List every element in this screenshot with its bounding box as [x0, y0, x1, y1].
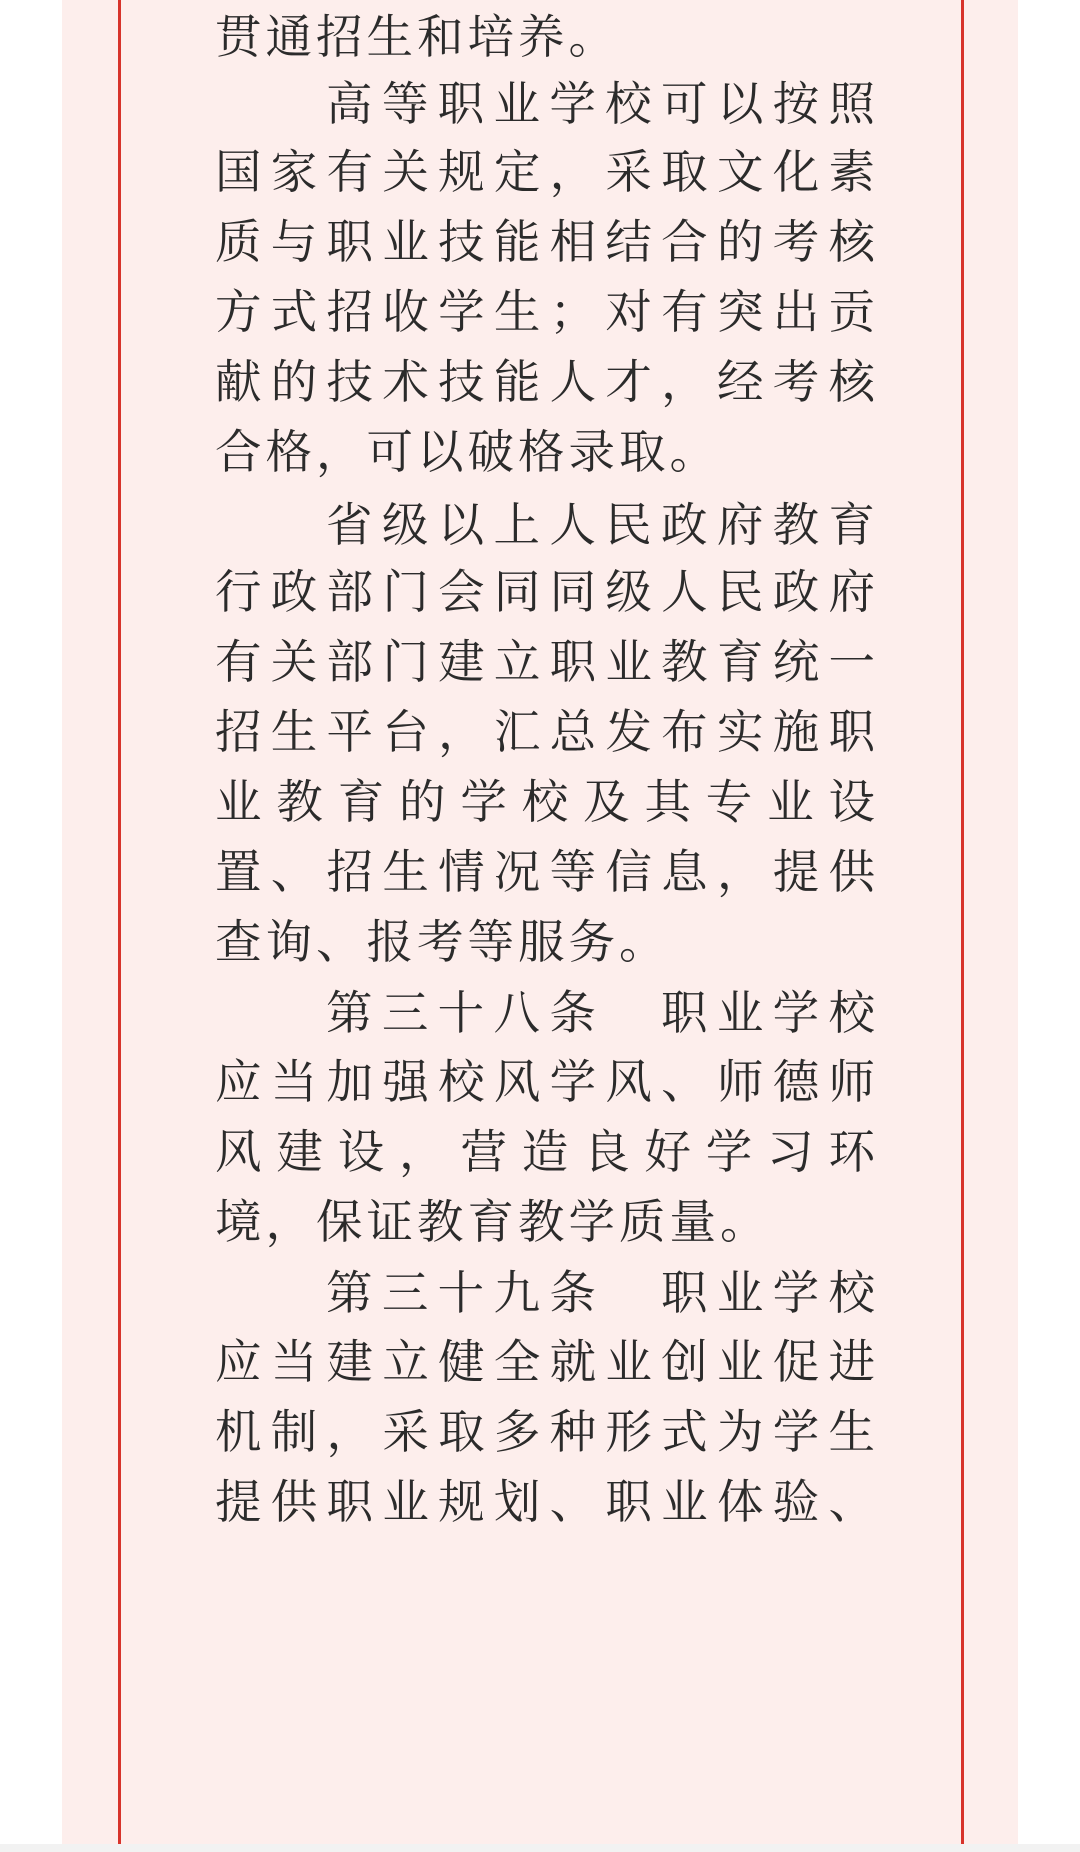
text-line: 风建设，营造良好学习环	[215, 1125, 875, 1179]
text-line: 应当加强校风学风、师德师	[215, 1055, 875, 1109]
article-heading-39: 第三十九条 职业学校	[326, 1266, 875, 1320]
text-line: 境，保证教育教学质量。	[215, 1195, 771, 1249]
bottom-bar	[0, 1844, 1080, 1852]
text-line: 提供职业规划、职业体验、	[215, 1475, 875, 1529]
text-line: 方式招收学生；对有突出贡	[215, 285, 875, 339]
text-line: 机制，采取多种形式为学生	[215, 1405, 875, 1459]
text-line: 高等职业学校可以按照	[326, 77, 875, 131]
text-line: 行政部门会同同级人民政府	[215, 565, 875, 619]
text-line: 省级以上人民政府教育	[326, 498, 875, 552]
text-line: 置、招生情况等信息，提供	[215, 845, 875, 899]
text-line: 业教育的学校及其专业设	[215, 775, 875, 829]
text-line: 招生平台，汇总发布实施职	[215, 705, 875, 759]
text-line: 献的技术技能人才，经考核	[215, 355, 875, 409]
text-line: 查询、报考等服务。	[215, 915, 670, 969]
text-line: 有关部门建立职业教育统一	[215, 635, 875, 689]
left-border-line	[118, 0, 121, 1852]
text-line: 国家有关规定，采取文化素	[215, 145, 875, 199]
article-heading-38: 第三十八条 职业学校	[326, 986, 875, 1040]
text-line: 贯通招生和培养。	[215, 10, 619, 64]
right-border-line	[961, 0, 964, 1852]
text-line: 应当建立健全就业创业促进	[215, 1335, 875, 1389]
text-line: 合格，可以破格录取。	[215, 425, 720, 479]
text-line: 质与职业技能相结合的考核	[215, 215, 875, 269]
